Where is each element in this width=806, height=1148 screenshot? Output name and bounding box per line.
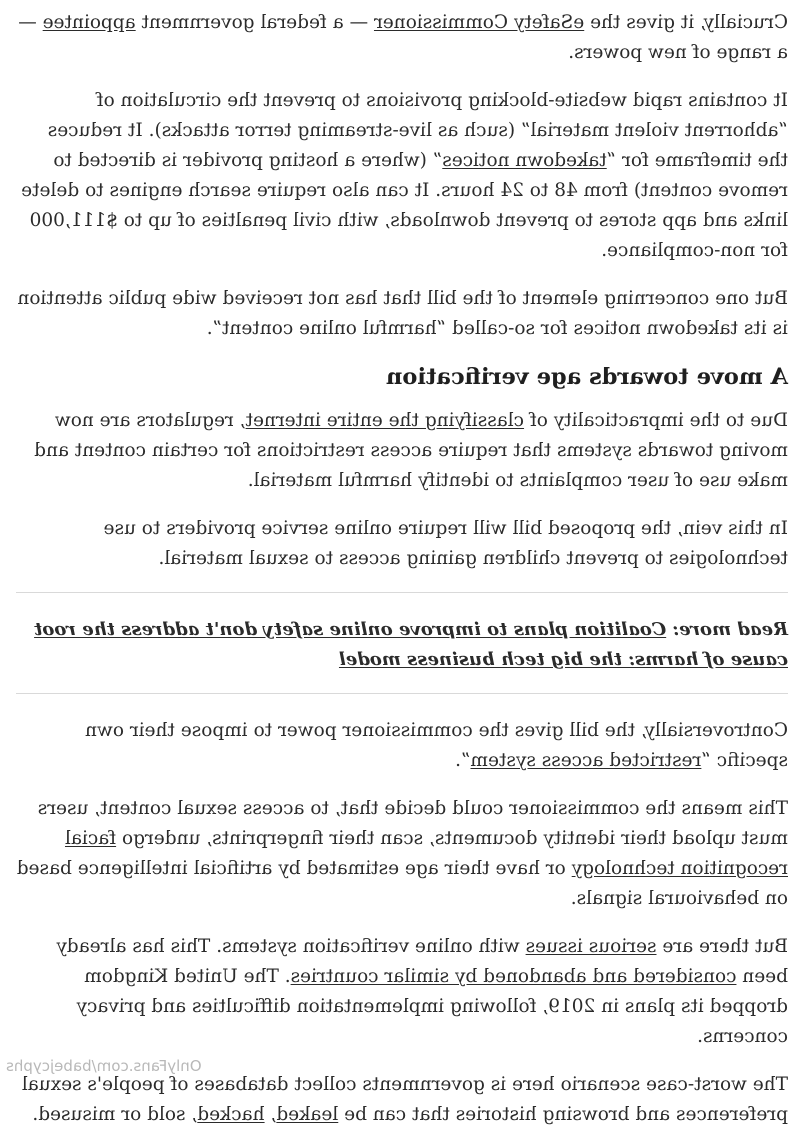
link-classifying-internet[interactable]: classifying the entire internet [245, 410, 525, 431]
text: , sold or misused. [32, 1104, 198, 1125]
text: Due to the impracticality of [524, 410, 788, 431]
text: ” (where a hosting provider is directed to remove content) from 48 to 24 hours. It can also require search engines to delete links and app stores to prevent downloads, with civil penalties of up to $111,000 for non-compliance. [21, 150, 788, 261]
section-heading: A move towards age verification [386, 364, 788, 390]
divider [16, 592, 788, 593]
paragraph-concerning-element: But one concerning element of the bill that has not received wide public attention is its takedown notices for so-called “harmful online content”. [17, 288, 788, 339]
text: , [264, 1104, 277, 1125]
paragraph-in-this-vein: In this vein, the proposed bill will require online service providers to use technologies to prevent children gaining access to sexual material. [103, 518, 788, 569]
link-takedown-notices[interactable]: takedown notices [442, 150, 607, 171]
paragraph-provisions [16, 86, 788, 266]
link-restricted-access-system[interactable]: restricted access system [470, 750, 702, 771]
read-more-link[interactable]: Coalition plans to improve online safety don't address the root cause of harms: the big tech business model [34, 619, 788, 670]
divider [16, 693, 788, 694]
paragraph-intro [16, 8, 788, 68]
text: — a range of new powers. [18, 12, 788, 63]
link-hacked[interactable]: hacked [197, 1104, 265, 1125]
text: This means the commissioner could decide that, to access sexual content, users must upload their identity documents, scan their fingerprints, undergo [37, 798, 788, 849]
paragraph-this-means [16, 794, 788, 914]
text: with online verification systems. This has already been [56, 936, 788, 987]
text: The worst-case scenario here is governments collect databases of people's sexual preferences and browsing histories that can be [21, 1074, 788, 1125]
link-leaked[interactable]: leaked [276, 1104, 339, 1125]
text: , regulators are now moving towards systems that require access restrictions for certain content and make use of user complaints to identify harmful material. [34, 410, 788, 491]
link-esafety-commissioner[interactable]: eSafety Commissioner [373, 12, 585, 33]
text: . The United Kingdom dropped its plans in 2019, following implementation difficulties and privacy concerns. [76, 966, 788, 1047]
text: It contains rapid website-blocking provisions to prevent the circulation of “abhorrent violent material” (such as live-streaming terror attacks). It reduces the timeframe for “ [47, 90, 788, 171]
paragraph-controversially [16, 716, 788, 776]
link-facial-recognition[interactable]: facial recognition technology [64, 828, 788, 879]
read-more [16, 615, 788, 675]
text: Crucially, it gives the [584, 12, 788, 33]
paragraph-serious-issues [16, 932, 788, 1052]
text: — a federal government [135, 12, 374, 33]
link-considered-abandoned[interactable]: considered and abandoned by similar countries [290, 966, 737, 987]
link-appointee[interactable]: appointee [42, 12, 136, 33]
text: But there are [656, 936, 788, 957]
text: or have their age estimated by artificial intelligence based on behavioural signals. [16, 858, 788, 909]
link-serious-issues[interactable]: serious issues [525, 936, 657, 957]
paragraph-impracticality [16, 406, 788, 496]
paragraph-worst-case [16, 1070, 788, 1130]
read-more-label: Read more: [666, 619, 788, 640]
text: ”. [455, 750, 471, 771]
text: Controversially, the bill gives the commissioner power to impose their own specific “ [85, 720, 788, 771]
article-body [16, 8, 788, 1148]
watermark: OnlyFans.com/babejcyphs [6, 1057, 202, 1075]
